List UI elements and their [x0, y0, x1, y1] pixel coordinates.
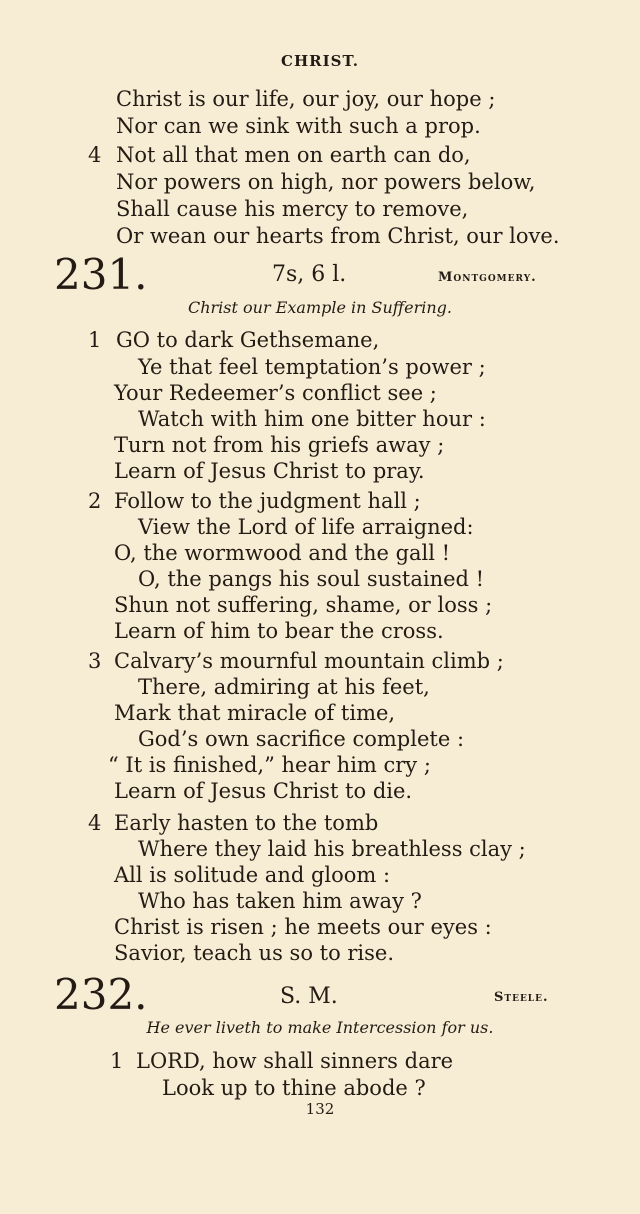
hymn-number: 231. — [54, 250, 148, 299]
hymn-subtitle: He ever liveth to make Intercession for us. — [146, 1018, 494, 1037]
verse-number: 4 — [88, 811, 102, 835]
verse-line: “ It is finished,” hear him cry ; — [108, 753, 431, 777]
verse-line: Where they laid his breathless clay ; — [138, 837, 526, 861]
verse-line: Watch with him one bitter hour : — [138, 407, 486, 431]
verse-line: O, the wormwood and the gall ! — [114, 541, 451, 565]
verse-line: Follow to the judgment hall ; — [114, 489, 421, 513]
verse-line: Nor powers on high, nor powers below, — [116, 170, 536, 194]
verse-number: 4 — [88, 143, 102, 167]
verse-number: 2 — [88, 489, 102, 513]
verse-number: 1 — [110, 1049, 124, 1073]
hymn-meter: 7s, 6 l. — [272, 262, 347, 287]
verse-line: Learn of Jesus Christ to pray. — [114, 459, 425, 483]
verse-line: Shun not suffering, shame, or loss ; — [114, 593, 493, 617]
verse-line: Learn of him to bear the cross. — [114, 619, 444, 643]
hymn-subtitle: Christ our Example in Suffering. — [187, 298, 452, 317]
tune-name: Montgomery. — [438, 270, 537, 285]
verse-line: Calvary’s mournful mountain climb ; — [114, 649, 504, 673]
verse-line: Ye that feel temptation’s power ; — [138, 355, 486, 379]
verse-line: Who has taken him away ? — [138, 889, 422, 913]
hymn-meter: S. M. — [280, 984, 338, 1009]
verse-number: 1 — [88, 328, 102, 352]
verse-line: View the Lord of life arraigned: — [138, 515, 474, 539]
verse-line: Christ is risen ; he meets our eyes : — [114, 915, 492, 939]
verse-line: O, the pangs his soul sustained ! — [138, 567, 485, 591]
verse-number: 3 — [88, 649, 102, 673]
verse-line: All is solitude and gloom : — [114, 863, 391, 887]
verse-line: LORD, how shall sinners dare — [136, 1049, 454, 1073]
verse-line: Your Redeemer’s conflict see ; — [114, 381, 437, 405]
verse-line: God’s own sacrifice complete : — [138, 727, 465, 751]
verse-line: GO to dark Gethsemane, — [116, 328, 380, 352]
verse-line: Mark that miracle of time, — [114, 701, 396, 725]
page-number: 132 — [305, 1100, 335, 1118]
verse-line: Christ is our life, our joy, our hope ; — [116, 87, 496, 111]
tune-name: Steele. — [494, 990, 549, 1005]
verse-line: Nor can we sink with such a prop. — [116, 114, 481, 138]
verse-line: Learn of Jesus Christ to die. — [114, 779, 413, 803]
verse-line: Look up to thine abode ? — [162, 1076, 426, 1100]
verse-line: Not all that men on earth can do, — [116, 143, 471, 167]
verse-line: Savior, teach us so to rise. — [114, 941, 395, 965]
hymn-number: 232. — [54, 970, 148, 1019]
verse-line: Or wean our hearts from Christ, our love. — [116, 224, 560, 248]
verse-line: Shall cause his mercy to remove, — [116, 197, 469, 221]
verse-line: Early hasten to the tomb — [114, 811, 379, 835]
running-head: CHRIST. — [281, 52, 359, 70]
verse-line: There, admiring at his feet, — [138, 675, 430, 699]
verse-line: Turn not from his griefs away ; — [114, 433, 445, 457]
